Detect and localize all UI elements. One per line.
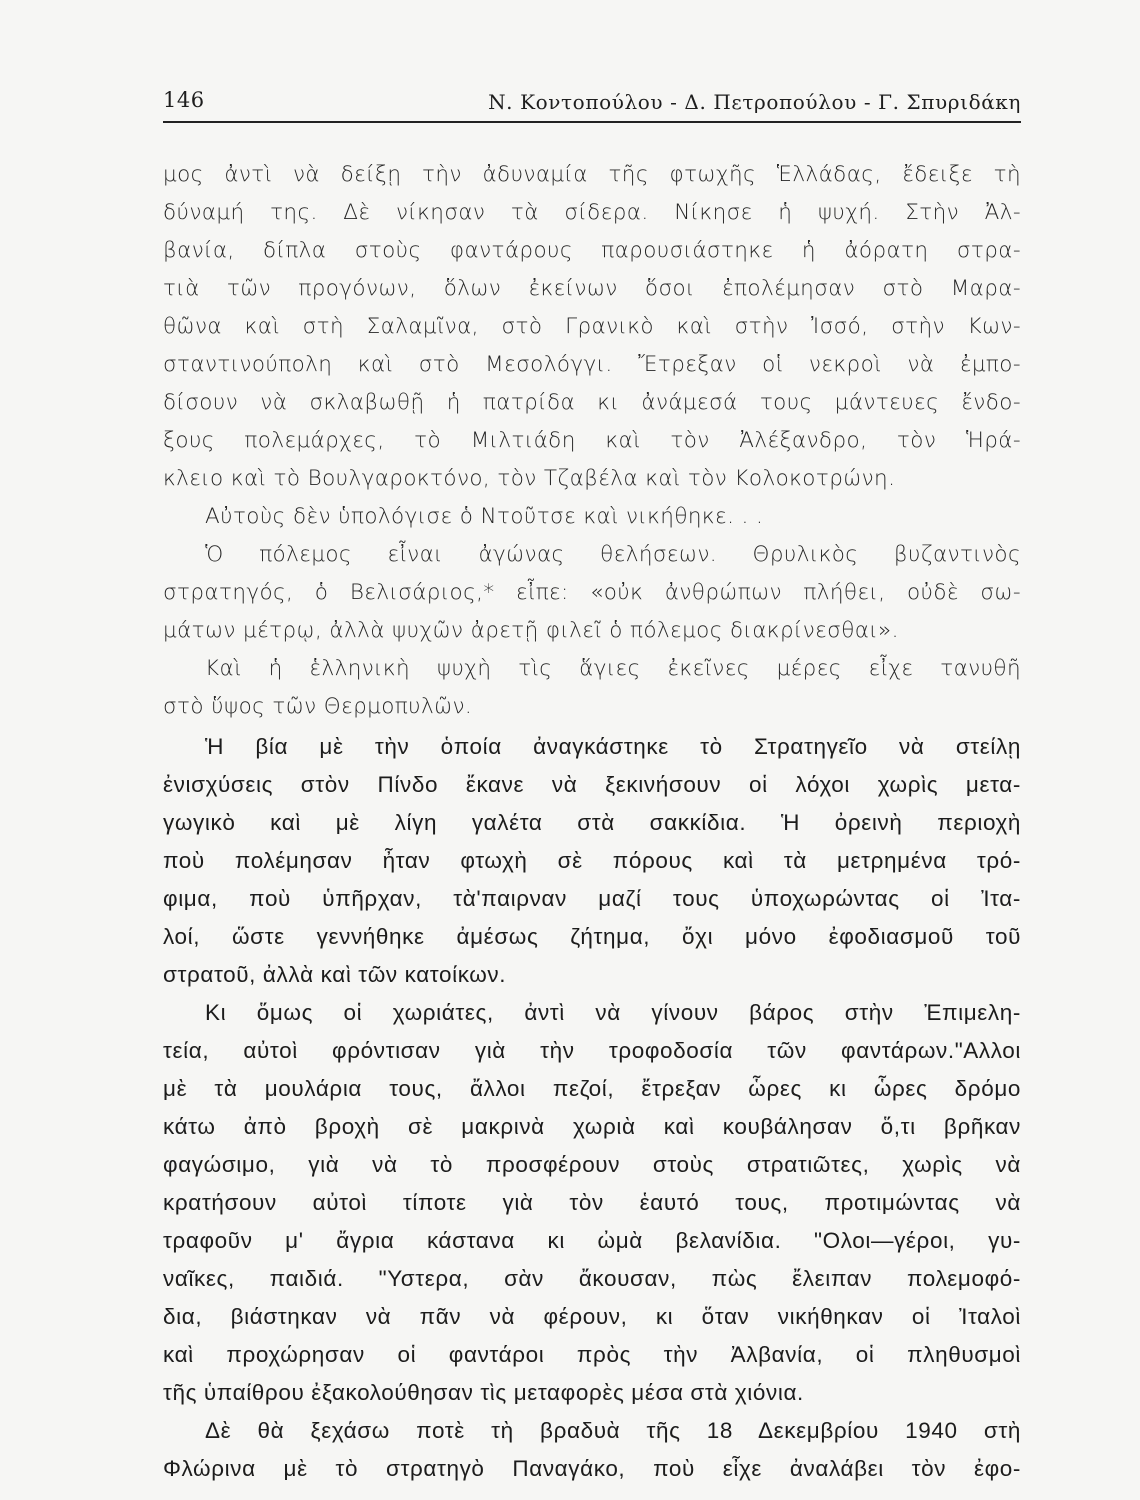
text-line: μος ἀντὶ νὰ δείξῃ τὴν ἀδυναμία τῆς φτωχῆς Ἑλλάδας, ἔδειξε τὴ — [163, 162, 1021, 187]
text-line: δια, βιάστηκαν νὰ πᾶν νὰ φέρουν, κι ὅταν νικήθηκαν οἱ Ἰταλοὶ — [163, 1304, 1021, 1329]
text-line: θῶνα καὶ στὴ Σαλαμῖνα, στὸ Γρανικὸ καὶ στὴν Ἰσσό, στὴν Κων- — [163, 314, 1021, 339]
text-line: δύναμή της. Δὲ νίκησαν τὰ σίδερα. Νίκησε ἡ ψυχή. Στὴν Ἀλ- — [163, 200, 1021, 225]
text-line: Ἡ βία μὲ τὴν ὁποία ἀναγκάστηκε τὸ Στρατηγεῖο νὰ στείλῃ — [205, 734, 1021, 759]
header-rule — [163, 121, 1021, 123]
text-line: ξους πολεμάρχες, τὸ Μιλτιάδη καὶ τὸν Ἀλέξανδρο, τὸν Ἡρά- — [163, 428, 1021, 453]
text-line: λοί, ὥστε γεννήθηκε ἀμέσως ζήτημα, ὄχι μόνο ἐφοδιασμοῦ τοῦ — [163, 924, 1021, 949]
text-line: Αὐτοὺς δὲν ὑπολόγισε ὁ Ντοῦτσε καὶ νικήθηκε. . . — [205, 504, 764, 529]
text-line: φιμα, ποὺ ὑπῆρχαν, τὰ'παιρναν μαζί τους ὑποχωρώντας οἱ Ἰτα- — [163, 886, 1021, 911]
text-line: ἐνισχύσεις στὸν Πίνδο ἔκανε νὰ ξεκινήσουν οἱ λόχοι χωρὶς μετα- — [163, 772, 1021, 797]
text-line: τιὰ τῶν προγόνων, ὅλων ἐκείνων ὅσοι ἐπολέμησαν στὸ Μαρα- — [163, 276, 1021, 301]
text-line: Δὲ θὰ ξεχάσω ποτὲ τὴ βραδυὰ τῆς 18 Δεκεμβρίου 1940 στὴ — [205, 1418, 1021, 1443]
text-line: καὶ προχώρησαν οἱ φαντάροι πρὸς τὴν Ἀλβανία, οἱ πληθυσμοὶ — [163, 1342, 1021, 1367]
text-line: ποὺ πολέμησαν ἦταν φτωχὴ σὲ πόρους καὶ τὰ μετρημένα τρό- — [163, 848, 1021, 873]
text-block-2 — [163, 728, 1021, 1488]
text-line: δίσουν νὰ σκλαβωθῇ ἡ πατρίδα κι ἀνάμεσά τους μάντευες ἔνδο- — [163, 390, 1021, 415]
text-line: κλειο καὶ τὸ Βουλγαροκτόνο, τὸν Τζαβέλα καὶ τὸν Κολοκοτρώνη. — [163, 466, 896, 491]
text-line: Καὶ ἡ ἑλληνικὴ ψυχὴ τὶς ἅγιες ἐκεῖνες μέρες εἶχε τανυθῆ — [205, 656, 1021, 681]
text-line: Φλώρινα μὲ τὸ στρατηγὸ Παναγάκο, ποὺ εἶχε ἀναλάβει τὸν ἐφο- — [163, 1456, 1021, 1481]
page-number: 146 — [163, 88, 205, 112]
text-line: φαγώσιμο, γιὰ νὰ τὸ προσφέρουν στοὺς στρατιῶτες, χωρὶς νὰ — [163, 1152, 1021, 1177]
text-line: τῆς ὑπαίθρου ἐξακολούθησαν τὶς μεταφορὲς μέσα στὰ χιόνια. — [163, 1380, 804, 1405]
text-line: μὲ τὰ μουλάρια τους, ἄλλοι πεζοί, ἔτρεξαν ὧρες κι ὧρες δρόμο — [163, 1076, 1021, 1101]
text-line: μάτων μέτρῳ, ἀλλὰ ψυχῶν ἀρετῇ φιλεῖ ὁ πόλεμος διακρίνεσθαι». — [163, 618, 899, 643]
text-line: στὸ ὕψος τῶν Θερμοπυλῶν. — [163, 694, 473, 719]
text-line: στρατοῦ, ἀλλὰ καὶ τῶν κατοίκων. — [163, 962, 507, 987]
text-line: βανία, δίπλα στοὺς φαντάρους παρουσιάστηκε ἡ ἀόρατη στρα- — [163, 238, 1021, 263]
text-line: τεία, αὐτοὶ φρόντισαν γιὰ τὴν τροφοδοσία τῶν φαντάρων."Αλλοι — [163, 1038, 1021, 1063]
text-line: γωγικὸ καὶ μὲ λίγη γαλέτα στὰ σακκίδια. Ἡ ὀρεινὴ περιοχὴ — [163, 810, 1021, 835]
running-head — [163, 88, 1021, 120]
text-line: Ὁ πόλεμος εἶναι ἀγώνας θελήσεων. Θρυλικὸς βυζαντινὸς — [205, 542, 1021, 567]
text-line: σταντινούπολη καὶ στὸ Μεσολόγγι. Ἔτρεξαν οἱ νεκροὶ νὰ ἐμπο- — [163, 352, 1021, 377]
text-block-1 — [163, 156, 1021, 726]
text-line: ναῖκες, παιδιά. "Υστερα, σὰν ἄκουσαν, πὼς ἔλειπαν πολεμοφό- — [163, 1266, 1021, 1291]
text-line: στρατηγός, ὁ Βελισάριος,* εἶπε: «οὐκ ἀνθρώπων πλήθει, οὐδὲ σω- — [163, 580, 1021, 605]
text-line: τραφοῦν μ' ἄγρια κάστανα κι ὠμὰ βελανίδια. "Ολοι—γέροι, γυ- — [163, 1228, 1021, 1253]
text-line: κάτω ἀπὸ βροχὴ σὲ μακρινὰ χωριὰ καὶ κουβάλησαν ὅ,τι βρῆκαν — [163, 1114, 1021, 1139]
text-line: κρατήσουν αὐτοὶ τίποτε γιὰ τὸν ἑαυτό τους, προτιμώντας νὰ — [163, 1190, 1021, 1215]
text-line: Κι ὅμως οἱ χωριάτες, ἀντὶ νὰ γίνουν βάρος στὴν Ἐπιμελη- — [205, 1000, 1021, 1025]
running-title-authors: Ν. Κοντοπούλου - Δ. Πετροπούλου - Γ. Σπυριδάκη — [488, 90, 1021, 114]
